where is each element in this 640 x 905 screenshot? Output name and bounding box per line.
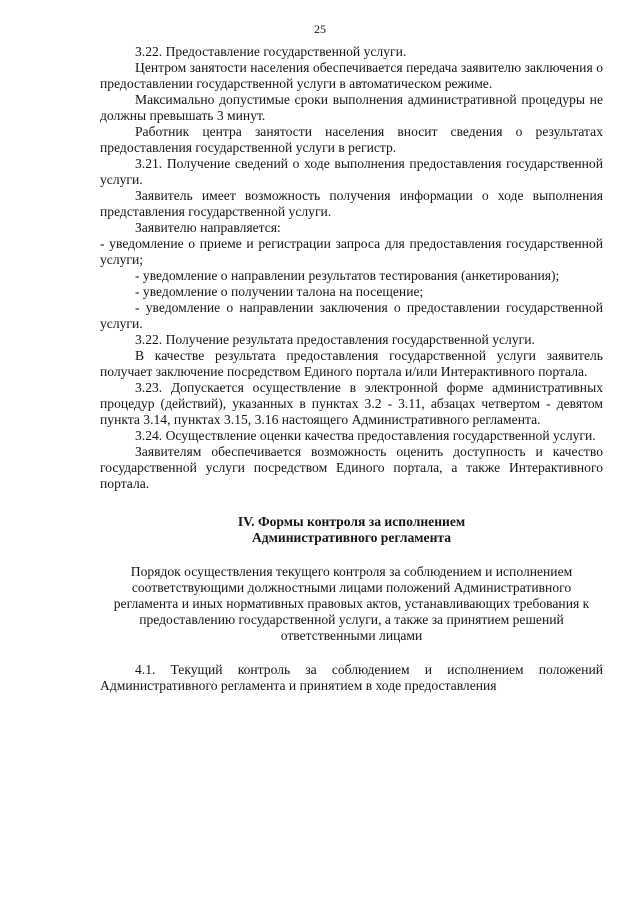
paragraph-3-24-quality: 3.24. Осуществление оценки качества предоставления государственной услуги.	[135, 428, 596, 443]
paragraph-result-conclusion: В качестве результата предоставления государственной услуги заявитель получает заключение посредством Единого портала и/или Интерактивного портала.	[100, 348, 603, 379]
paragraph-register-entry: Работник центра занятости населения вносит сведения о результатах предоставления государственной услуги в регистр.	[100, 124, 603, 155]
list-item-notification-conclusion: - уведомление о направлении заключения о предоставлении государственной услуги.	[100, 300, 603, 331]
paragraph-4-1: 4.1. Текущий контроль за соблюдением и исполнением положений Административного регламента и принятием в ходе предоставления	[100, 662, 603, 693]
paragraph-quality-assessment: Заявителям обеспечивается возможность оценить доступность и качество государственной услуги посредством Единого портала, а также Интерактивного портала.	[100, 444, 603, 491]
paragraph-applicant-receives: Заявителю направляется:	[135, 220, 281, 235]
document-body	[100, 44, 603, 694]
list-item-notification-receipt: - уведомление о приеме и регистрации запроса для предоставления государственной услуги;	[100, 236, 603, 267]
section-iv-title	[100, 514, 603, 546]
paragraph-3-21-heading: 3.21. Получение сведений о ходе выполнения предоставления государственной услуги.	[100, 156, 603, 187]
paragraph-3-23-electronic: 3.23. Допускается осуществление в электронной форме административных процедур (действий), указанных в пунктах 3.2 - 3.11, абзацах четвертом - девятом пункта 3.14, пунктах 3.15, 3.16 настоящего Административного регламента.	[100, 380, 603, 427]
page-number: 25	[314, 22, 326, 36]
paragraph-transfer-conclusion: Центром занятости населения обеспечивается передача заявителю заключения о предоставлении государственной услуги в автоматическом режиме.	[100, 60, 603, 91]
paragraph-max-terms: Максимально допустимые сроки выполнения административной процедуры не должны превышать 3 минут.	[100, 92, 603, 123]
paragraph-3-22-heading: 3.22. Предоставление государственной услуги.	[135, 44, 407, 59]
section-title-line2: Административного регламента	[251, 530, 452, 545]
list-item-notification-testing: - уведомление о направлении результатов тестирования (анкетирования);	[135, 268, 560, 283]
section-subheading: Порядок осуществления текущего контроля за соблюдением и исполнением соответствующими должностными лицами положений Административного регламента и иных нормативных правовых актов, устанавливающих требования к предоставлению государственной услуги, а также за принятием решений ответственными лицами	[113, 564, 590, 643]
paragraph-3-22-result-heading: 3.22. Получение результата предоставления государственной услуги.	[135, 332, 535, 347]
paragraph-applicant-info: Заявитель имеет возможность получения информации о ходе выполнения представления государственной услуги.	[100, 188, 603, 219]
list-item-notification-ticket: - уведомление о получении талона на посещение;	[135, 284, 424, 299]
section-title-line1: IV. Формы контроля за исполнением	[237, 514, 466, 529]
